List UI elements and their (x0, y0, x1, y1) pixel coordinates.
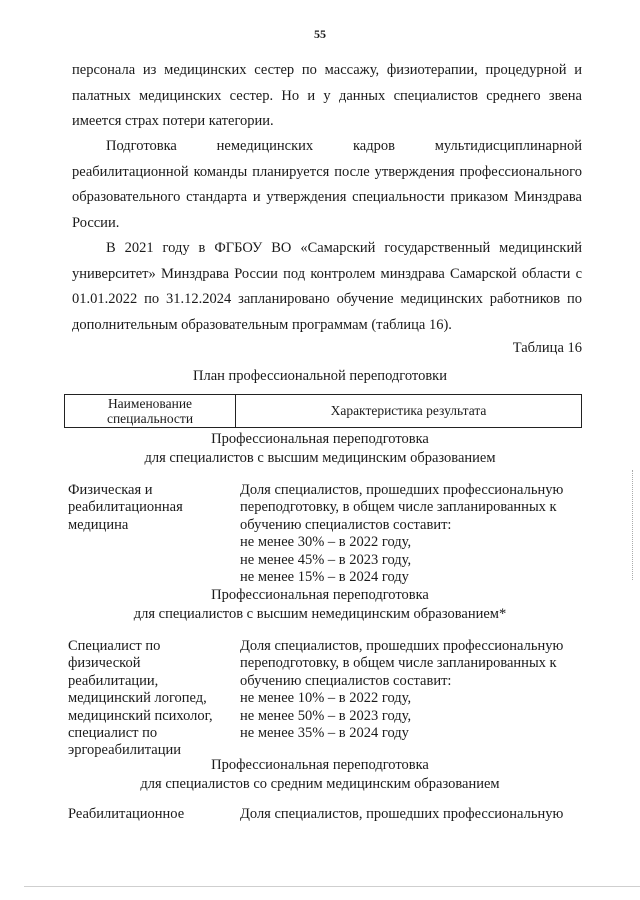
specialty-cell (68, 806, 238, 823)
scan-artifact-line (632, 470, 634, 580)
scan-bottom-edge (24, 886, 640, 887)
specialty-cell (68, 638, 238, 760)
result-line: не менее 10% – в 2022 году, (240, 690, 412, 707)
specialty-line: реабилитации, (68, 672, 159, 689)
table-header (64, 394, 582, 428)
section-heading-line1: Профессиональная переподготовка (211, 757, 429, 773)
result-line: Доля специалистов, прошедших профессиональную (240, 806, 564, 822)
section-heading (0, 756, 640, 794)
header-result: Характеристика результата (330, 403, 487, 418)
section-heading (0, 586, 640, 624)
result-line: не менее 30% – в 2022 году, (240, 534, 412, 551)
specialty-cell (68, 482, 238, 534)
header-specialty-line2: специальности (106, 411, 194, 426)
result-line: переподготовку, в общем числе запланированных к (240, 655, 557, 672)
specialty-line: специалист по (68, 725, 158, 742)
result-line: не менее 35% – в 2024 году (240, 725, 409, 742)
result-line: переподготовку, в общем числе запланированных к (240, 499, 557, 516)
section-heading-line2: для специалистов с высшим немедицинским образованием* (133, 606, 507, 622)
page-number: 55 (314, 27, 326, 41)
specialty-line: Физическая и (68, 482, 153, 498)
result-line: Доля специалистов, прошедших профессиональную (240, 638, 564, 654)
result-cell (240, 806, 600, 823)
result-line: Доля специалистов, прошедших профессиональную (240, 482, 564, 498)
result-line: обучению специалистов составит: (240, 516, 452, 533)
result-line: не менее 50% – в 2023 году, (240, 707, 412, 724)
result-line: не менее 15% – в 2024 году (240, 569, 409, 586)
specialty-line: реабилитационная (68, 499, 183, 516)
header-specialty (65, 395, 236, 427)
table-title: План профессиональной переподготовки (193, 368, 447, 384)
section-heading-line1: Профессиональная переподготовка (211, 587, 429, 603)
section-heading-line1: Профессиональная переподготовка (211, 431, 429, 447)
specialty-line: медицинский психолог, (68, 707, 213, 724)
specialty-line: эргореабилитации (68, 742, 181, 759)
specialty-line: медицина (68, 516, 129, 533)
specialty-line: Реабилитационное (68, 806, 185, 822)
result-cell (240, 638, 600, 742)
paragraph-1: персонала из медицинских сестер по массажу, физиотерапии, процедурной и палатных медицинских сестер. Но и у данных специалистов среднего звена имеется страх потери категории. (72, 62, 582, 129)
table-label: Таблица 16 (512, 340, 582, 356)
paragraph-2: Подготовка немедицинских кадров мультидисциплинарной реабилитационной команды планируется после утверждения профессионального образовательного стандарта и утверждения специальности приказом Минздрава России. (72, 138, 582, 231)
section-heading-line2: для специалистов с высшим медицинским образованием (144, 450, 496, 466)
result-line: обучению специалистов составит: (240, 672, 452, 689)
specialty-line: физической (68, 655, 141, 672)
section-heading (0, 430, 640, 468)
section-heading-line2: для специалистов со средним медицинским образованием (140, 776, 500, 792)
specialty-line: медицинский логопед, (68, 690, 207, 707)
paragraph-3: В 2021 году в ФГБОУ ВО «Самарский государственный медицинский университет» Минздрава России под контролем минздрава Самарской области с 01.01.2022 по 31.12.2024 запланировано обучение медицинских работников по дополнительным образовательным программам (таблица 16). (72, 240, 582, 333)
header-specialty-line1: Наименование (107, 396, 193, 411)
result-line: не менее 45% – в 2023 году, (240, 551, 412, 568)
result-cell (240, 482, 600, 586)
specialty-line: Специалист по (68, 638, 161, 654)
